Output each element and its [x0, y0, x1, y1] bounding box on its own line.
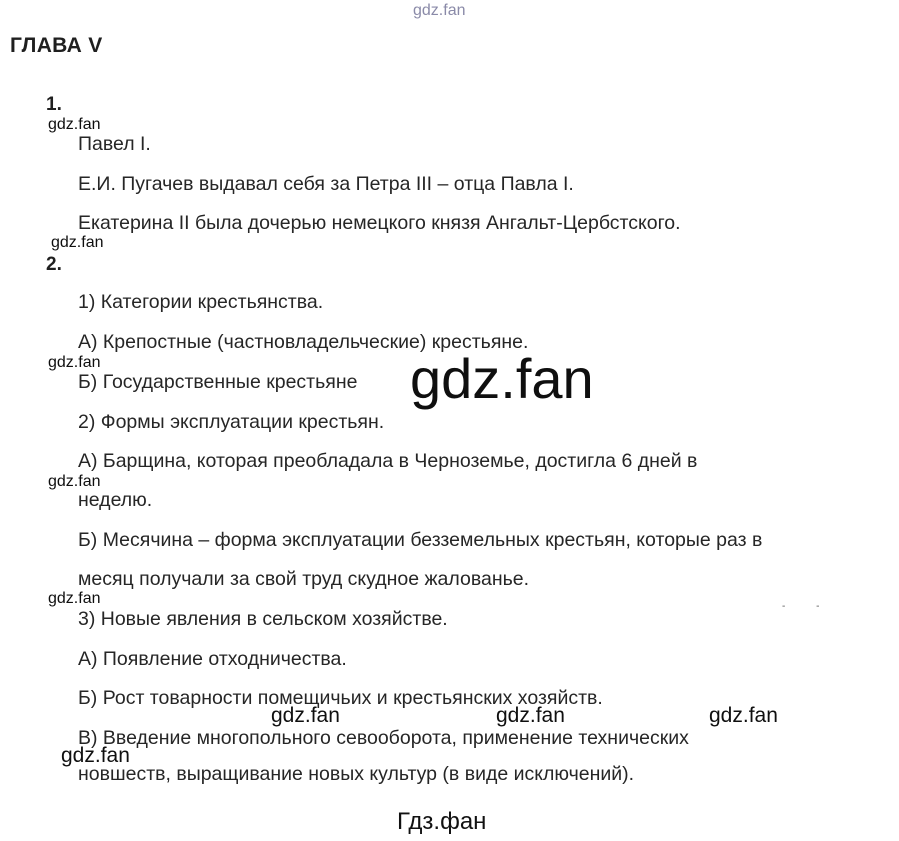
answer-2-line-6: неделю.	[78, 489, 153, 511]
watermark-small: gdz.fan	[48, 354, 101, 371]
specks: - -	[782, 601, 834, 612]
watermark-small: gdz.fan	[51, 234, 104, 251]
watermark-medium: gdz.fan	[709, 704, 778, 727]
answer-2-line-3: Б) Государственные крестьяне	[78, 371, 358, 393]
answer-2-line-12: В) Введение многопольного севооборота, применение технических	[78, 727, 689, 749]
answer-2-line-2: А) Крепостные (частновладельческие) крестьяне.	[78, 331, 529, 353]
answer-2-line-13: новшеств, выращивание новых культур (в виде исключений).	[78, 763, 635, 785]
watermark-medium: gdz.fan	[271, 704, 340, 727]
watermark-small: gdz.fan	[48, 590, 101, 607]
answer-2-line-1: 1) Категории крестьянства.	[78, 291, 324, 313]
watermark-small: gdz.fan	[48, 116, 101, 133]
watermark-small: gdz.fan	[48, 473, 101, 490]
question-1-number: 1.	[46, 94, 62, 115]
watermark-big: gdz.fan	[410, 347, 594, 410]
answer-1-line-2: Е.И. Пугачев выдавал себя за Петра III – отца Павла I.	[78, 173, 574, 195]
answer-2-line-11: Б) Рост товарности помещичьих и крестьянских хозяйств.	[78, 687, 603, 709]
answer-2-line-5: А) Барщина, которая преобладала в Черноземье, достигла 6 дней в	[78, 450, 698, 472]
answer-1-line-1: Павел I.	[78, 133, 151, 155]
answer-2-line-4: 2) Формы эксплуатации крестьян.	[78, 411, 385, 433]
answer-2-line-8: месяц получали за свой труд скудное жалованье.	[78, 568, 530, 590]
watermark-medium: gdz.fan	[496, 704, 565, 727]
watermark-top: gdz.fan	[413, 2, 466, 19]
answer-1-line-3: Екатерина II была дочерью немецкого князя Ангальт-Цербстского.	[78, 212, 681, 234]
footer-watermark: Гдз.фан	[397, 808, 487, 835]
answer-2-line-9: 3) Новые явления в сельском хозяйстве.	[78, 608, 448, 630]
answer-2-line-10: А) Появление отходничества.	[78, 648, 347, 670]
answer-2-line-7: Б) Месячина – форма эксплуатации безземельных крестьян, которые раз в	[78, 529, 763, 551]
chapter-title: ГЛАВА V	[10, 34, 103, 57]
question-2-number: 2.	[46, 254, 62, 275]
watermark-medium: gdz.fan	[61, 744, 130, 767]
